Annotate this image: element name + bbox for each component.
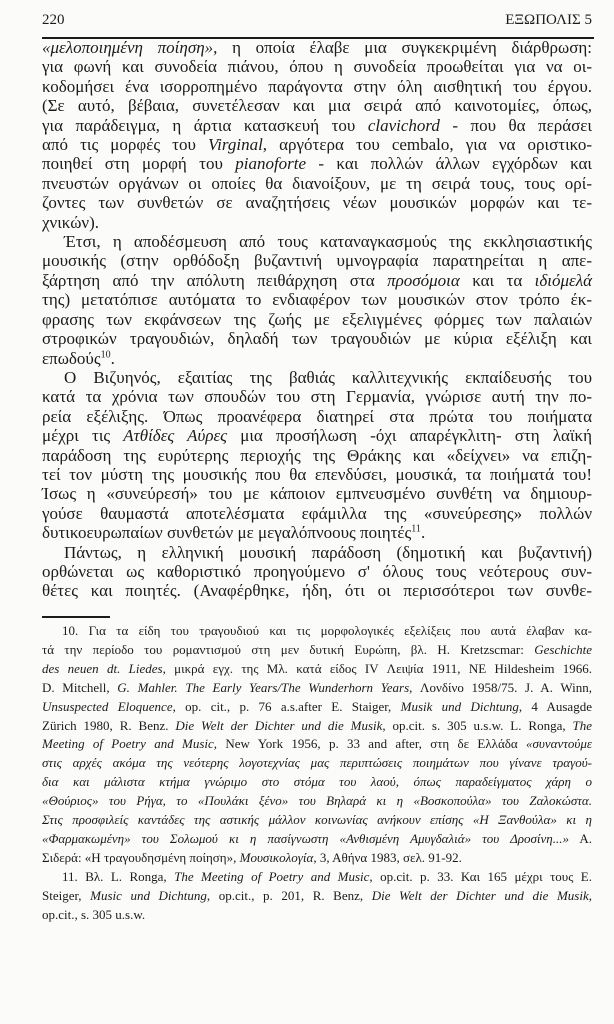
text-run: φρασης των εκφάνσεων της ζωής με εξελιγμένες φόρμες των παλαιών (42, 309, 592, 329)
text-run: για φωνή και συνοδεία πιάνου, όπου η συνοδεία προωθείται για να οι- (42, 57, 592, 77)
text-run: 11. Βλ. L. Ronga, (62, 868, 175, 884)
text-line (42, 368, 592, 387)
text-line (42, 213, 592, 232)
italic-text-run: «Θούριος» του Ρήγα, το «Πουλάκι ξένο» του Βηλαρά κι η «Βοσκοπούλα» του Ζαλοκώστα. (42, 793, 592, 809)
text-run: μέχρι τις (42, 426, 124, 446)
text-line (42, 251, 592, 270)
text-line (42, 562, 592, 581)
text-line (42, 77, 592, 96)
italic-text-run: Die Welt der Dichter und die Musik (175, 717, 383, 733)
footnote-line (42, 622, 592, 641)
text-line (42, 329, 592, 348)
text-line (42, 504, 592, 523)
footnote-reference: 11 (411, 523, 421, 535)
text-run: Steiger, (42, 887, 91, 903)
text-run: χνικών). (42, 212, 100, 232)
italic-text-run: «μελοποιημένη ποίηση» (42, 38, 214, 57)
text-run: 10. Για τα είδη του τραγουδιού και τις μορφολογικές εξελίξεις που αυτά έλαβαν κα- (62, 623, 592, 638)
text-line (42, 232, 592, 251)
text-run: Ίσως η «συνεύρεσή» του με κάποιον εμπνευσμένο συνθέτη να δημιουρ- (42, 484, 592, 504)
text-line (42, 407, 592, 426)
text-line (42, 193, 592, 212)
text-line (42, 96, 592, 115)
text-run: - και πολλών άλλων εγχόρδων και (306, 154, 592, 174)
italic-text-run: Virginal (208, 135, 263, 155)
text-line (42, 135, 592, 154)
text-run: Zürich 1980, R. Benz. (42, 717, 176, 733)
text-line (42, 57, 592, 76)
text-run: Ο Βιζυηνός, εξαιτίας της βαθιάς καλλιτεχνικής εκπαίδευσής του (64, 367, 592, 387)
italic-text-run: στις αρχές ακόμα της νεότερης λογοτεχνίας μας περιπτώσεις ποιημάτων που γίνανε τραγού- (42, 755, 592, 771)
text-line (42, 465, 592, 484)
footnotes (42, 622, 592, 925)
italic-text-run: Geschichte (534, 641, 592, 657)
italic-text-run: G. Mahler. The Early Years/The Wunderhorn Years (117, 679, 410, 695)
footnote-line (42, 811, 592, 830)
italic-text-run: «συναντούμε (525, 736, 592, 752)
footnote-line (42, 868, 592, 887)
running-header-title: ΕΞΩΠΟΛΙΣ 5 (505, 12, 592, 28)
text-run: Α. (569, 830, 593, 846)
text-run: ποιηθεί στη μορφή του (42, 154, 236, 174)
text-run: δυτικοευρωπαίων συνθετών με μεγαλόπνοους ποιητές (42, 523, 412, 543)
italic-text-run: Ατθίδες Αύρες (123, 426, 228, 446)
text-run: Σιδερά: «Η τραγουδησμένη ποίηση», (42, 849, 240, 865)
footnote-line (42, 660, 592, 679)
text-run: - που θα περάσει (439, 115, 592, 135)
footnote-line (42, 906, 592, 925)
text-line (42, 310, 592, 329)
footnote-line (42, 717, 592, 736)
italic-text-run: Die Welt der Dichter und die Musik (371, 887, 589, 903)
text-line (42, 484, 592, 503)
text-run: ρεία εξέλιξης. Όπως προανέφερα διατηρεί στα πρώτα του ποιήματα (42, 406, 592, 426)
text-run: για παράδειγμα, η άρτια κατασκευή του (42, 115, 368, 135)
footnote-line (42, 830, 592, 849)
text-run: , η οποία έλαβε μια συγκεκριμένη διάρθρωση: (213, 38, 592, 57)
text-run: . (420, 523, 426, 543)
text-run: New York 1956, p. 33 and after, στη δε Ελλάδα (217, 736, 526, 752)
text-line (42, 116, 592, 135)
text-run: τεί τον μύστη της μουσικής που θα επενδύσει, μουσικά, τα ποιήματά του! (42, 464, 592, 484)
text-run: μουσικής (στην ορθόδοξη βυζαντινή υμνογραφία παρατηρείται η απε- (42, 251, 592, 271)
text-run: , 3, Αθήνα 1983, σελ. 91-92. (313, 849, 462, 865)
footnote-line (42, 735, 592, 754)
text-run: , Λονδίνο 1958/75. J. A. Winn, (409, 679, 592, 695)
italic-text-run: Μουσικολογία (239, 849, 314, 865)
footnote-line (42, 849, 592, 868)
footnote-line (42, 641, 592, 660)
text-run: μικρά εγχ. της Μλ. κατά είδος IV Λειψία 1911, NE Hildesheim 1966. (165, 660, 593, 676)
italic-text-run: ιδιόμελά (534, 270, 593, 290)
footnote-line (42, 792, 592, 811)
text-line (42, 271, 592, 290)
text-line (42, 154, 592, 173)
text-line (42, 426, 592, 445)
text-run: πνευστών οργάνων οι οποίες θα διανοίξουν, με τη σειρά τους, τους ορί- (42, 173, 592, 193)
text-run: , op. cit., p. 76 a.s.after E. Staiger, (172, 698, 401, 714)
text-run: επωδούς (42, 348, 101, 368)
footnote-line (42, 754, 592, 773)
footnote-reference: 10 (100, 348, 111, 360)
footnote-line (42, 698, 592, 717)
text-run: μια προσήλωση -όχι απαρέγκλιτη- στη λαϊκή (227, 426, 592, 446)
italic-text-run: Στις προσφιλείς καντάδες της αστικής μάλλον κοινωνίας ανήκουν επίσης «Η Ξανθούλα» κι η (42, 812, 592, 828)
text-run: γούσε θαυμαστά αποτελέσματα εφάμιλλα της «συνεύρεσης» πολλών (42, 503, 592, 523)
text-run: , op.cit. p. 33. Και 165 μέχρι τους Ε. (369, 868, 592, 884)
text-run: Πάντως, η ελληνική μουσική παράδοση (δημοτική και βυζαντινή) (64, 542, 592, 562)
italic-text-run: Unsuspected Eloquence (42, 698, 173, 714)
footnote-line (42, 679, 592, 698)
italic-text-run: pianoforte (235, 154, 307, 174)
body-text (42, 38, 592, 601)
text-run: , 4 Ausagde (518, 698, 592, 714)
page-number: 220 (42, 12, 65, 28)
text-run: , op.cit., p. 201, R. Benz, (206, 887, 372, 903)
italic-text-run: The (572, 717, 592, 733)
text-run: , (588, 887, 592, 903)
text-line (42, 543, 592, 562)
text-run: D. Mitchell, (42, 679, 118, 695)
text-line (42, 38, 592, 57)
text-line (42, 290, 592, 309)
footnote-line (42, 887, 592, 906)
italic-text-run: προσόμοια (387, 270, 460, 290)
text-run: . (110, 348, 115, 368)
text-run: θέτες και ποιητές. (Αναφέρθηκε, ήδη, ότι οι περισσότεροι των συνθε- (42, 581, 592, 601)
footnote-line (42, 773, 592, 792)
text-run: Έτσι, η αποδέσμευση από τους καταναγκασμούς της εκκλησιαστικής (64, 232, 592, 252)
text-run: τά την περίοδο του ρομαντισμού στη μεν δυτική Ευρώπη, βλ. H. Kretzscmar: (42, 641, 535, 657)
text-line (42, 581, 592, 600)
text-line (42, 349, 592, 368)
text-run: , op.cit. s. 305 u.s.w. L. Ronga, (382, 717, 573, 733)
italic-text-run: Music und Dichtung (90, 887, 207, 903)
text-line (42, 387, 592, 406)
italic-text-run: δια και μάλιστα κτήμα γνώριμο στο στόμα του λαού, όπως παραδείγματος χάρη ο (42, 774, 592, 790)
text-run: στροφικών τραγουδιών, δηλαδή των τραγουδιών με κύρια εξέλιξη και (42, 329, 592, 349)
text-run: ζοντες των συνθετών σε αναζητήσεις νέων μουσικών μορφών και τε- (42, 193, 592, 213)
text-run: ορθώνεται ως καθοριστικό προηγούμενο σ' όλους τους νεότερους συν- (42, 561, 592, 581)
text-line (42, 446, 592, 465)
italic-text-run: Meeting of Poetry and Music, (42, 736, 218, 752)
text-run: op.cit., s. 305 u.s.w. (42, 906, 146, 922)
footnote-separator (42, 616, 110, 618)
text-run: από τις μορφές του (42, 135, 209, 155)
italic-text-run: clavichord (367, 115, 440, 135)
text-line (42, 174, 592, 193)
text-run: και τα (459, 270, 535, 290)
italic-text-run: Musik und Dichtung (400, 698, 519, 714)
text-run: παράδοση της ευρύτερης περιοχής της Θράκης και «δείχνει» να επιζη- (42, 445, 592, 465)
italic-text-run: The Meeting of Poetry and Music (174, 868, 370, 884)
text-run: , αργότερα του cembalo, για να οριστικο- (262, 135, 592, 155)
italic-text-run: «Φαρμακωμένη» του Σολωμού κι η πασίγνωστη «Ανθισμένη Αμυγδαλιά» του Δροσίνη...» (42, 830, 569, 846)
text-run: της) μετατόπισε αυτόματα το ενδιαφέρον των μουσικών στον τρόπο έκ- (42, 290, 592, 310)
text-run: (Σε αυτό, βέβαια, συνετέλεσαν και μια σειρά από καινοτομίες, όπως, (42, 96, 592, 116)
text-run: κοδομήσει ένα ισορροπημένο παράγοντα στην όλη αισθητική του έργου. (42, 76, 592, 96)
text-run: κατά τα χρόνια των σπουδών του στη Γερμανία, γνώρισε αυτή την πο- (42, 387, 592, 407)
italic-text-run: des neuen dt. Liedes, (42, 660, 166, 676)
text-run: ξάρτηση από την απόλυτη πειθάρχηση στα (42, 270, 388, 290)
text-line (42, 523, 592, 542)
